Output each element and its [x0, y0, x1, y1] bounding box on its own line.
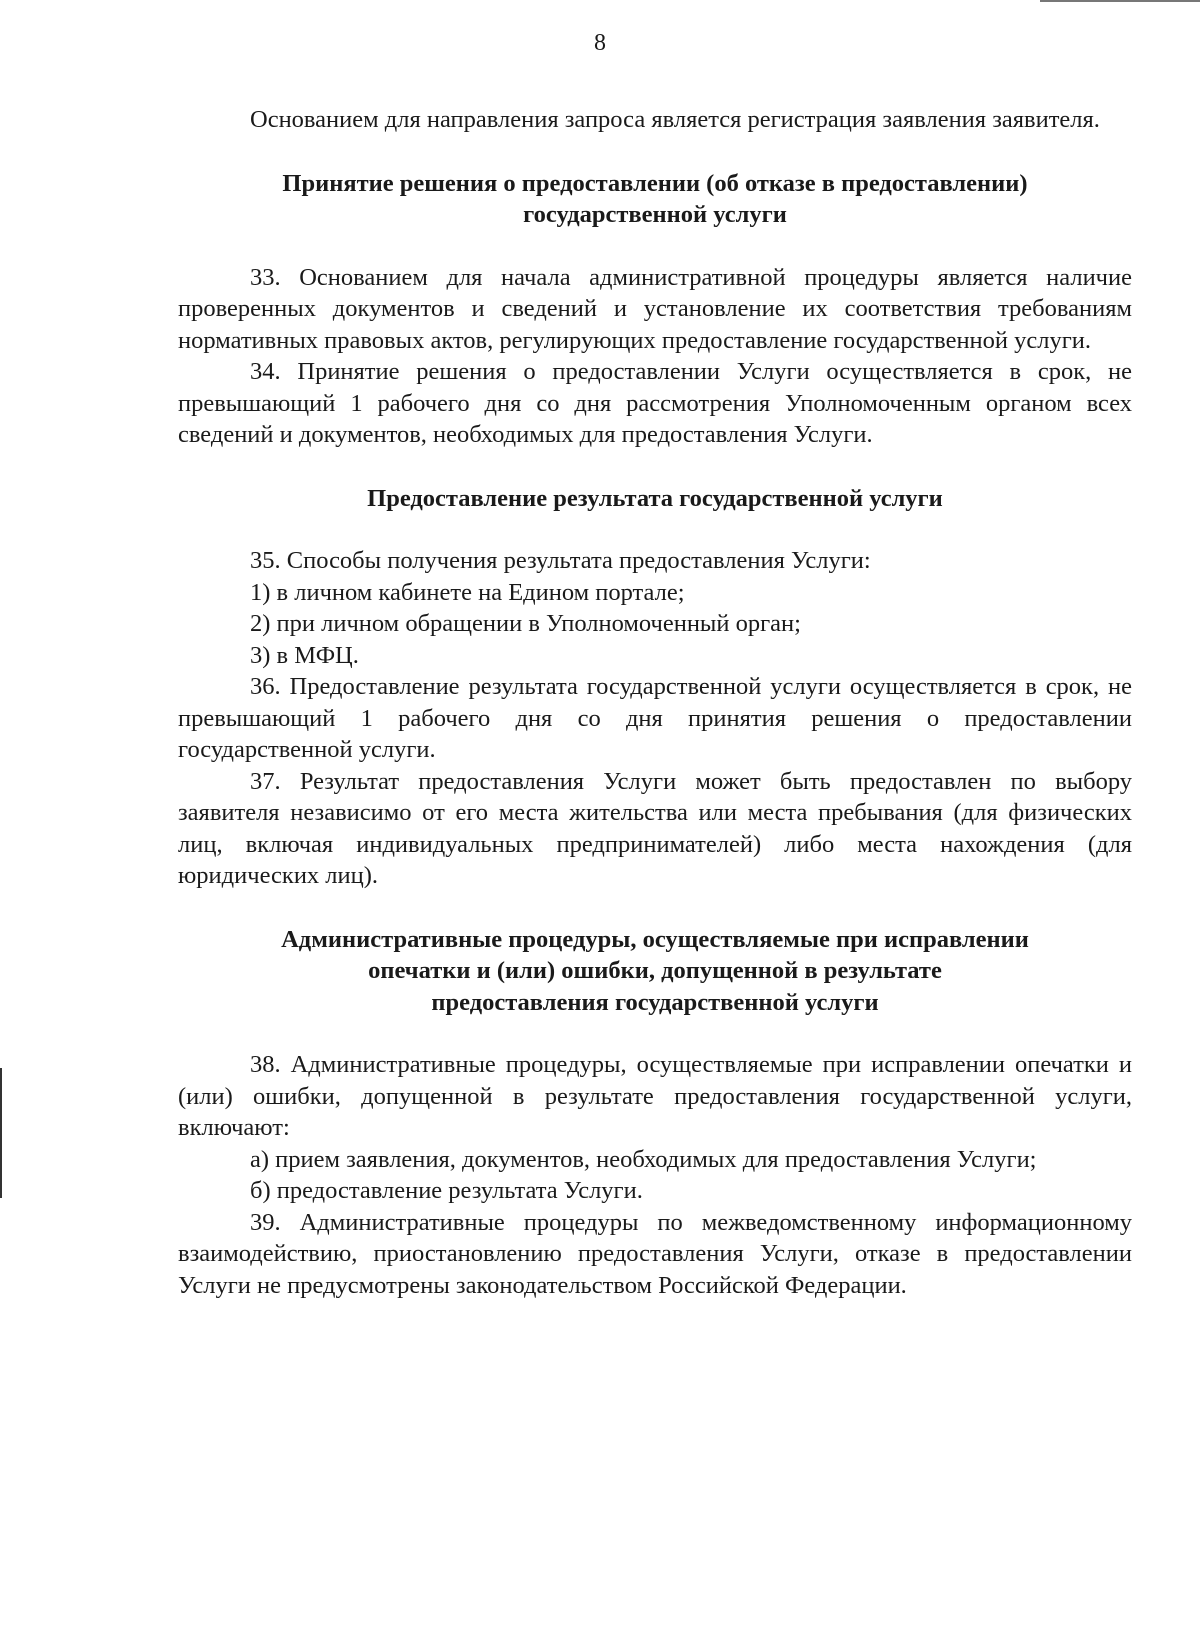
- page-number: 8: [594, 30, 606, 56]
- scan-edge-mark-left: [0, 1068, 2, 1198]
- list-item-b: б) предоставление результата Услуги.: [250, 1177, 643, 1204]
- list-item-3: 3) в МФЦ.: [250, 641, 359, 669]
- paragraph-36: 36. Предоставление результата государственной услуги осуществляется в срок, не превышающий 1 рабочего дня со дня принятия решения о предоставлении государственной услуги.: [178, 673, 1132, 763]
- paragraph-33: 33. Основанием для начала административной процедуры является наличие проверенных документов и сведений и установление их соответствия требованиям нормативных правовых актов, регулирующих предоставление государственной услуги.: [178, 263, 1132, 354]
- heading-corrections: [178, 924, 1132, 1019]
- document-body: [178, 104, 1132, 1301]
- heading-decision-line-2: государственной услуги: [523, 201, 787, 228]
- paragraph-35: 35. Способы получения результата предоставления Услуги:: [250, 547, 871, 574]
- heading-corrections-line-1: Административные процедуры, осуществляемые при исправлении: [281, 925, 1029, 953]
- heading-result-line: Предоставление результата государственной услуги: [367, 484, 943, 512]
- paragraph-39: 39. Административные процедуры по межведомственному информационному взаимодействию, приостановлению предоставления Услуги, отказе в предоставлении Услуги не предусмотрены законодательством Российской Федерации.: [178, 1208, 1132, 1299]
- heading-corrections-line-3: предоставления государственной услуги: [431, 988, 879, 1016]
- heading-corrections-line-2: опечатки и (или) ошибки, допущенной в результате: [368, 957, 942, 984]
- intro-paragraph: Основанием для направления запроса является регистрация заявления заявителя.: [250, 106, 1100, 133]
- heading-decision: [178, 168, 1132, 231]
- heading-decision-line-1: Принятие решения о предоставлении (об отказе в предоставлении): [282, 169, 1028, 197]
- heading-result: [178, 483, 1132, 515]
- paragraph-37: 37. Результат предоставления Услуги может быть предоставлен по выбору заявителя независимо от его места жительства или места пребывания (для физических лиц, включая индивидуальных предпринимателей) либо места нахождения (для юридических лиц).: [178, 767, 1132, 889]
- list-item-a: а) прием заявления, документов, необходимых для предоставления Услуги;: [250, 1145, 1037, 1173]
- paragraph-38: 38. Административные процедуры, осуществляемые при исправлении опечатки и (или) ошибки, допущенной в результате предоставления государственной услуги, включают:: [178, 1051, 1132, 1141]
- list-item-1: 1) в личном кабинете на Едином портале;: [250, 578, 685, 606]
- scan-edge-mark-top: [1040, 0, 1200, 2]
- paragraph-34: 34. Принятие решения о предоставлении Услуги осуществляется в срок, не превышающий 1 рабочего дня со дня рассмотрения Уполномоченным органом всех сведений и документов, необходимых для предоставления Услуги.: [178, 358, 1132, 448]
- list-item-2: 2) при личном обращении в Уполномоченный орган;: [250, 610, 801, 637]
